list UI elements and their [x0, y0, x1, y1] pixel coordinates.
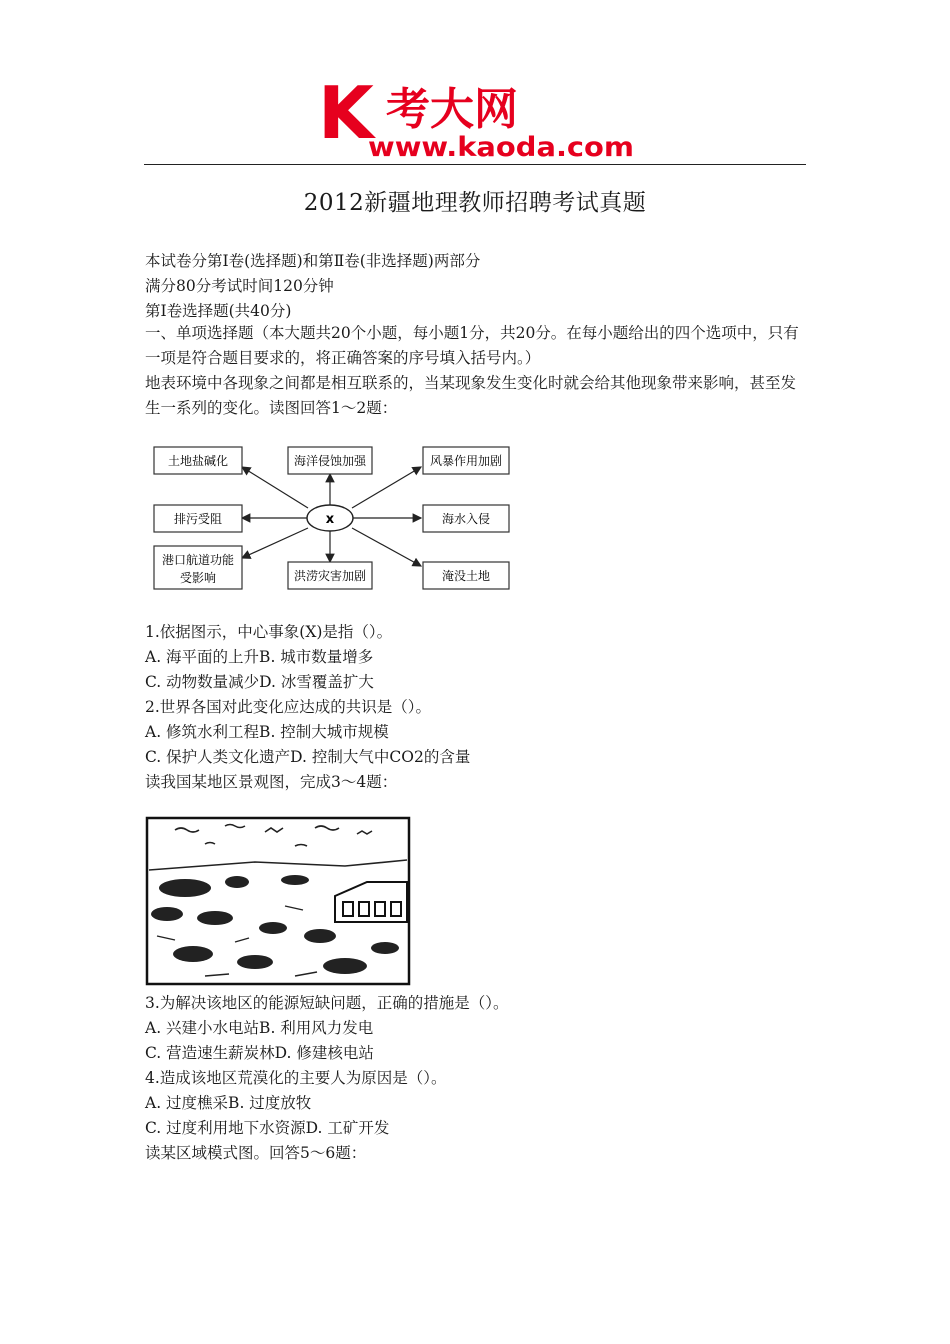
passage-2: 读我国某地区景观图，完成3～4题：	[145, 773, 398, 791]
logo-url: www.kaoda.com	[368, 132, 634, 160]
landscape-illustration	[145, 816, 411, 986]
intro-line: 本试卷分第Ⅰ卷(选择题)和第Ⅱ卷(非选择题)两部分	[145, 252, 481, 270]
question-line: C. 动物数量减少D. 冰雪覆盖扩大	[145, 673, 374, 691]
passage-3: 读某区域模式图。回答5～6题：	[145, 1144, 367, 1162]
cause-effect-diagram	[145, 438, 520, 598]
box-label: 港口航道功能	[161, 553, 235, 567]
header-divider	[144, 164, 806, 165]
box-label: 风暴作用加剧	[429, 454, 503, 468]
box-label: 排污受阻	[173, 512, 223, 526]
question-line: A. 过度樵采B. 过度放牧	[145, 1094, 312, 1112]
logo-cn-name: 考大网	[386, 84, 518, 135]
passage-1: 地表环境中各现象之间都是相互联系的，当某现象发生变化时就会给其他现象带来影响，甚至发生一系列的变化。读图回答1～2题：	[145, 374, 797, 417]
box-label: 海洋侵蚀加强	[293, 454, 367, 468]
question-line: C. 保护人类文化遗产D. 控制大气中CO2的含量	[145, 748, 471, 766]
box-label: 土地盐碱化	[167, 454, 229, 468]
question-line: C. 营造速生薪炭林D. 修建核电站	[145, 1044, 374, 1062]
question-line: 1.依据图示，中心事象(X)是指（）。	[145, 623, 393, 641]
intro-line: 满分80分考试时间120分钟	[145, 277, 334, 295]
logo-k-letter: K	[318, 78, 374, 155]
question-line: 4.造成该地区荒漠化的主要人为原因是（）。	[145, 1069, 447, 1087]
question-line: 3.为解决该地区的能源短缺问题，正确的措施是（）。	[145, 994, 509, 1012]
box-label: 淹没土地	[441, 569, 491, 583]
box-label: 受影响	[179, 571, 217, 585]
center-event-label: x	[325, 512, 335, 527]
kaoda-logo	[318, 78, 638, 160]
question-line: C. 过度利用地下水资源D. 工矿开发	[145, 1119, 390, 1137]
question-line: A. 修筑水利工程B. 控制大城市规模	[145, 723, 389, 741]
box-label: 海水入侵	[441, 512, 491, 526]
question-line: 2.世界各国对此变化应达成的共识是（）。	[145, 698, 432, 716]
question-line: A. 海平面的上升B. 城市数量增多	[145, 648, 374, 666]
section-heading: 一、单项选择题（本大题共20个小题，每小题1分，共20分。在每小题给出的四个选项中，只有一项是符合题目要求的，将正确答案的序号填入括号内。）	[145, 324, 799, 367]
question-line: A. 兴建小水电站B. 利用风力发电	[145, 1019, 374, 1037]
page-title: 2012新疆地理教师招聘考试真题	[303, 190, 647, 216]
intro-line: 第Ⅰ卷选择题(共40分)	[145, 302, 292, 320]
box-label: 洪涝灾害加剧	[293, 569, 367, 583]
